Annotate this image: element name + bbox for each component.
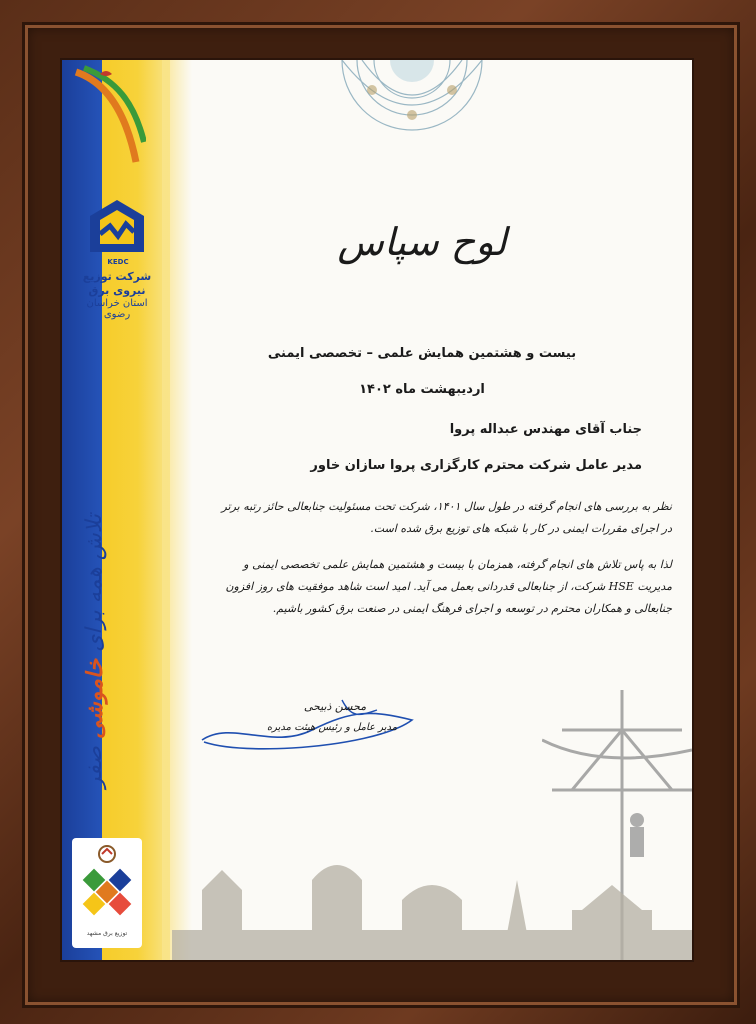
slogan-prefix: تلاش همه برای bbox=[82, 514, 107, 652]
signer-name: محسن ذبیحی bbox=[303, 700, 367, 713]
slogan bbox=[82, 514, 162, 788]
event-date: اردیبهشت ماه ۱۴۰۲ bbox=[359, 382, 485, 397]
mashhad-skyline-icon bbox=[172, 860, 692, 960]
recipient-name: جناب آقای مهندس عبداله پروا bbox=[449, 422, 642, 437]
bottom-logo-caption: توزیع برق مشهد bbox=[86, 930, 128, 937]
kedc-abbrev: KEDC bbox=[107, 258, 129, 266]
hexagon-knot-logo-icon bbox=[72, 838, 142, 928]
certificate-body bbox=[212, 496, 672, 634]
kedc-logo-icon bbox=[82, 196, 152, 258]
body-paragraph: نظر به بررسی های انجام گرفته در طول سال ۱۴۰۱، شرکت تحت مسئولیت جنابعالی حائز رتبه برتر در اجرای مقررات ایمنی در کار با شبکه های توزیع برق شده است. bbox=[221, 500, 672, 535]
certificate-paper bbox=[62, 60, 692, 960]
bottom-logo bbox=[72, 838, 142, 948]
certificate-title: لوح سپاس bbox=[337, 220, 507, 264]
slogan-highlight: خاموشی bbox=[82, 658, 108, 740]
company-name: شرکت توزیع نیروی برق bbox=[82, 270, 152, 297]
slogan-text bbox=[82, 514, 108, 788]
slogan-suffix: صفر bbox=[82, 746, 107, 788]
islamic-rosette-icon bbox=[302, 60, 522, 140]
sidebar-band-blue bbox=[62, 60, 102, 960]
recipient-position: مدیر عامل شرکت محترم کارگزاری پروا سازان خاور bbox=[310, 458, 642, 473]
iran-emblem-icon bbox=[66, 62, 146, 172]
sidebar-band-fade bbox=[162, 60, 192, 960]
body-paragraph: لذا به پاس تلاش های انجام گرفته، همزمان با بیست و هشتمین همایش علمی تخصصی ایمنی و مدیریت HSE شرکت، از جنابعالی قدردانی بعمل می آید. امید است شاهد موفقیت های روز افزون جنابعالی و همکاران محترم در توسعه و اجرای فرهنگ ایمنی در صنعت برق کشور باشیم. bbox=[225, 558, 672, 615]
event-subtitle: بیست و هشتمین همایش علمی – تخصصی ایمنی bbox=[267, 346, 577, 361]
signer-title: مدیر عامل و رئیس هیئت مدیره bbox=[266, 722, 398, 733]
company-region: استان خراسان رضوی bbox=[86, 298, 148, 320]
